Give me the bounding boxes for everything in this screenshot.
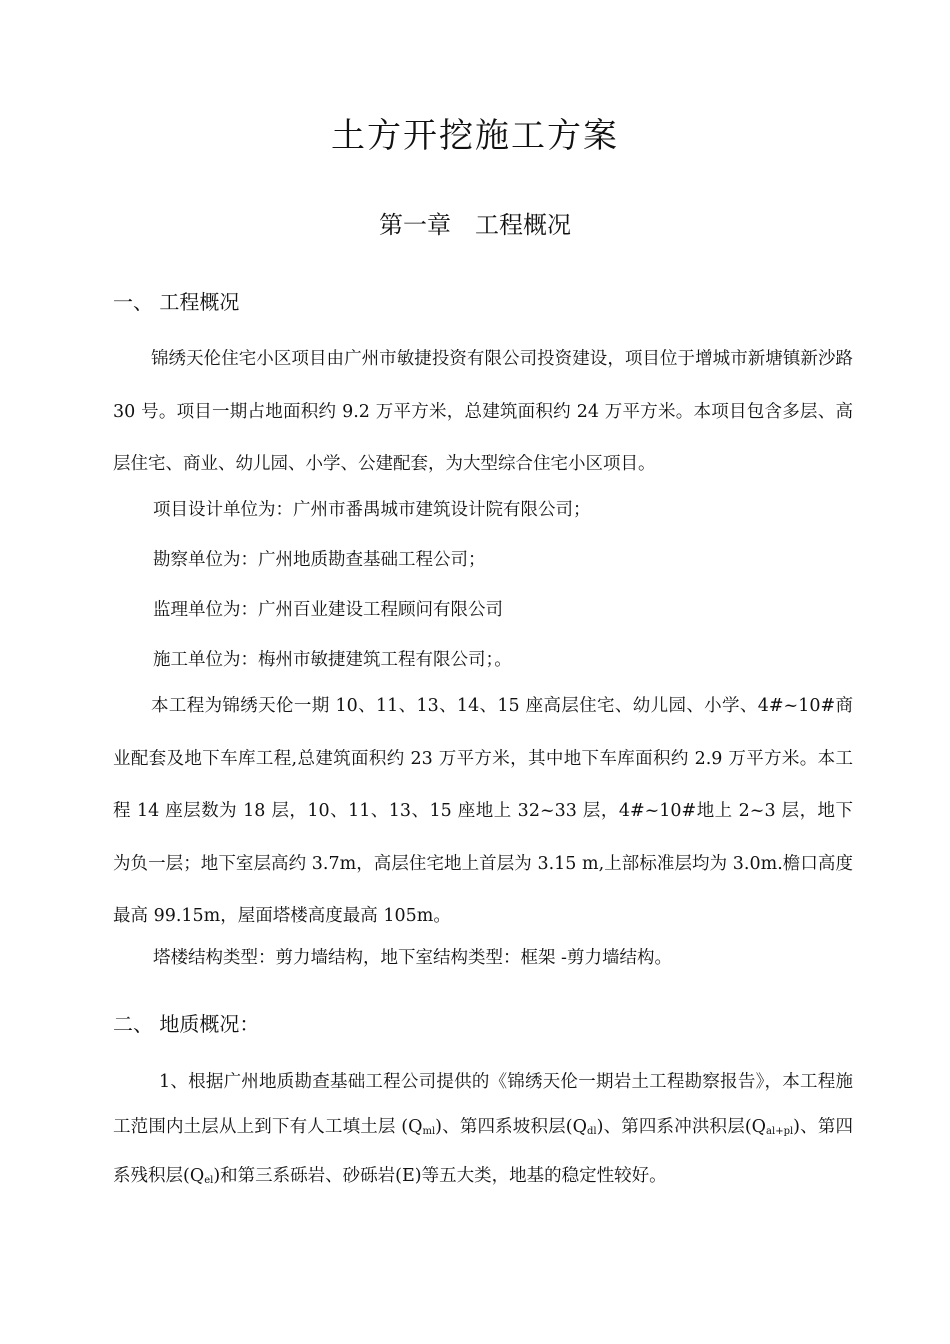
section-heading-overview: 一、 工程概况 <box>113 290 240 314</box>
paragraph-design-unit: 项目设计单位为：广州市番禺城市建筑设计院有限公司； <box>153 500 591 520</box>
paragraph-project-intro: 锦绣天伦住宅小区项目由广州市敏捷投资有限公司投资建设，项目位于增城市新塘镇新沙路 30 号。项目一期占地面积约 9.2 万平方米，总建筑面积约 24 万平方米。本项目包含多层、高层住宅、商业、幼儿园、小学、公建配套，为大型综合住宅小区项目。 <box>113 349 853 474</box>
paragraph-survey-unit: 勘察单位为：广州地质勘查基础工程公司； <box>153 550 486 570</box>
paragraph-construction-unit: 施工单位为：梅州市敏捷建筑工程有限公司；。 <box>153 650 512 670</box>
chapter-title: 第一章 工程概况 <box>379 211 571 239</box>
section-heading-geology: 二、 地质概况： <box>113 1012 260 1036</box>
geology-text-3: )、第四系冲洪积层(Q <box>596 1117 767 1137</box>
paragraph-structure-type: 塔楼结构类型：剪力墙结构，地下室结构类型：框架 -剪力墙结构。 <box>153 948 672 968</box>
document-title: 土方开挖施工方案 <box>331 116 619 156</box>
geology-subscript-alpl: al+pl <box>766 1126 794 1137</box>
geology-subscript-dl: dl <box>586 1126 597 1137</box>
paragraph-geology <box>113 1060 853 1203</box>
geology-subscript-ml: ml <box>422 1126 436 1137</box>
geology-text-4: )、第四系残积层(Q <box>113 1117 853 1186</box>
geology-subscript-el: el <box>204 1175 214 1186</box>
geology-text-5: )和第三系砾岩、砂砾岩(E)等五大类，地基的稳定性较好。 <box>213 1166 667 1186</box>
paragraph-project-scope: 本工程为锦绣天伦一期 10、11、13、14、15 座高层住宅、幼儿园、小学、4#~10#商业配套及地下车库工程,总建筑面积约 23 万平方米，其中地下车库面积约 2.9 万平方米。本工程 14 座层数为 18 层，10、11、13、15 座地上 32~33 层，4#~10#地上 2~3 层，地下为负一层；地下室层高约 3.7m，高层住宅地上首层为 3.15 m,上部标准层均为 3.0m.檐口高度最高 99.15m，屋面塔楼高度最高 105m。 <box>113 696 853 926</box>
geology-text-1: 1、根据广州地质勘查基础工程公司提供的《锦绣天伦一期岩土工程勘察报告》，本工程施工范围内土层从上到下有人工填土层 (Q <box>113 1072 853 1137</box>
paragraph-supervision-unit: 监理单位为：广州百业建设工程顾问有限公司 <box>153 600 503 620</box>
geology-text-2: )、第四系坡积层(Q <box>435 1117 587 1137</box>
